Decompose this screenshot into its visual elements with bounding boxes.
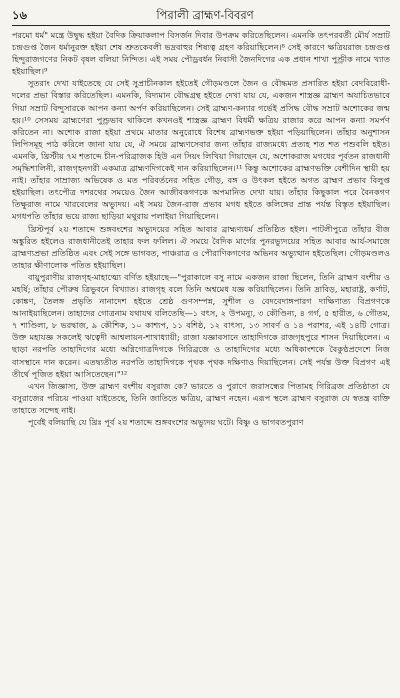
paragraph: পূর্বেই বলিয়াছি যে খ্রিঃ পূর্ব ২য় শতাব্দে শুঙ্গবংশের অভ্যুদয় ঘটে। বিষ্ণু ও ভাগবতপুরাণ [28, 417, 304, 427]
body-text [12, 29, 390, 428]
paragraph: খ্রিস্টপূর্ব ২য় শতাব্দে শুঙ্গবংশের অভ্যুদয়ের সহিত আবার ব্রাহ্মণ্যধর্ম প্রতিষ্ঠিত হইল। পাটলীপুত্রে তাঁহার বীজ অঙ্কুরিত হইলেও রাজধানীতেই তাহার ফল ফলিল। ঐ সময়ে বৈদিক মার্গের পুনরভ্যুদয়ের সহিত আবার আর্য-সমাজে ব্রাহ্মণ্যপ্রভা প্রতিষ্ঠিত এবং সেই সঙ্গে ভাগবত, পাঞ্চরাত্র ও পৌরাণিকগণের অভিনব অভ্যুত্থান হইতেছিল। গৌড়মণ্ডলও তাহার ক্ষীণালোক পতিত হইয়াছিল। [12, 223, 390, 270]
running-title: পিরালী ব্রাহ্মণ-বিবরণ [156, 8, 254, 22]
paragraph: পরমো ধর্ম" মন্ত্রে উদ্বুদ্ধ হইয়া বৈদিক ক্রিয়াকলাপ বিসর্জন দিবার উপক্রম করিতেছিলেন। এমনকি তৎপরবর্তী মৌর্য সম্রাট চন্দ্রগুপ্ত জৈন ধর্মানুরক্ত হইয়া শেষ শ্রুতকেবলী ভদ্রবাহুর শিষ্যত্ব গ্রহণ করিয়াছিলেন।⁸ সেই কারণে ক্ষত্রিয়রাজ চন্দ্রগুপ্ত হিন্দুরাজগণের নিকট বৃষল বলিয়া নিন্দিত। এই সময় পৌড্রবর্ধন নিবাসী জৈনদিগের এক প্রধান শাখা পুণ্ড্রীক নামে খ্যাত হইয়াছিল।⁹ [12, 30, 390, 77]
page-number: ১৬ [12, 8, 27, 22]
paragraph: সুতরাং দেখা যাইতেছে যে সেই সুপ্রাচীনকাল হইতেই গৌড়মণ্ডলে জৈন ও বৌদ্ধমত প্রসারিত হইয়া বেদবিরোধী-দলের প্রভা বিস্তার করিতেছিল। এমনকি, বিদ্যমান বৌদ্ধগ্রন্থ হইতে দেখা যায় যে, একজন শাস্ত্রজ্ঞ ব্রাহ্মণ অযাচিতভাবে গিয়া সম্রাট বিন্দুসারকে আপন কন্যা অর্পণ করিয়াছিলেন। সেই ব্রাহ্মণ-কন্যার গর্ভেই প্রসিদ্ধ বৌদ্ধ সম্রাট অশোকের জন্ম হয়।¹⁰ সেসময় ব্রাহ্মণেরা পুণ্ড্রভাব থাকিলে কখনওই শাস্ত্রজ্ঞ ব্রাহ্মণ বিধর্মী ক্ষত্রিয় রাজার করে আপন কন্যা সমর্পণ করিতেন না। অশোক রাজা হইয়া প্রথমে মাতার অনুরোধে বিশেষ ব্রাহ্মণভক্ত হইয়া পড়িয়াছিলেন। তাঁহার অনুশাসন লিপিসমূহ পাঠ করিলে জানা যায় যে, ঐ সময়ে ব্রাহ্মণসেবার জন্য তাঁহার রাজ্যমধ্যে প্রত্যহ শত শত পশুবলি হইত। এমনকি, খ্রিস্টীয় ৭ম শতাব্দে চীন-পরিব্রাজক হিউ এন সিয়ং লিখিয়া গিয়াছেন যে, অশোকরাজ মগধের পূর্বতন রাজধানী সমৃদ্ধিশালিনী, রাজগৃহনগরী একমাত্র ব্রাহ্মণদিগকেই দান করিয়াছিলেন।¹¹ কিন্তু অশোকের ব্রাহ্মণভক্তি বেশীদিন স্থায়ী হয় নাই। তাঁহার সাম্রাজ্য অভিষেক ও মত পরিবর্তনের সহিত গৌড়, বঙ্গ ও উৎকল হইতে অগত ব্রাহ্মণ প্রভাব বিলুপ্ত হইয়াছিল। তৎপৌত্র দশরথের সময়েও জৈন আজীবকগণকে অপমানিত দেখা যায়। তাঁহার কিছুকাল পরে বৈনকগণ তিক্ষুরাজ নামে খারবেলের অভ্যুদয়। এই সময় জৈন-রাজ প্রভাব মগধ হইতে কলিঙ্গের প্রান্ত পর্যন্ত বিস্তৃত হইয়াছিল। মগধপতি তাঁহার ভয়ে রাজ্য ছাড়িয়া মথুরায় পলাইয়া গিয়াছিলেন। [12, 78, 390, 222]
paragraph: বায়ুপুরাণীয় রাজগৃহ-মাহাত্ম্যে বর্ণিত হইয়াছে—"পুরাকালে বসু নামে একজন রাজা ছিলেন, তিনি ব্রাহ্মণ বংশীয় ও মহর্ষি; তাঁহার পৌরুষ ত্রিভুবনে বিখ্যাত। রাজগৃহ বলে তিনি অশ্বমেধ যজ্ঞ করিয়াছিলেন। তিনি দ্রাবিড়, মহারাষ্ট্র, কর্ণাট, কোঙ্কণ, তৈলঙ্গ প্রভৃতি নানাদেশ হইতে শ্রেষ্ঠ গুণসম্পন্ন, সুশীল ও বেদবেদাঙ্গপারগ দাক্ষিণাত্য বিপ্রগণকে আনাইয়াছিলেন। তাহাদের গোত্রনাম যথাযথ বলিতেছি—১ বৎস, ২ উপমন্যু, ৩ কৌণ্ডিন্য, ৪ গর্গ, ৫ হারীত, ৬ গৌতম, ৭ শাণ্ডিল্য, ৮ ভরদ্বাজ, ৯ কৌশিক, ১০ কাশ্যপ, ১১ বশিষ্ঠ, ১২ বাৎস্য, ১৩ সাবর্ণ ও ১৪ পরাশর, এই ১৪টি গোত্র। উক্ত মহাযজ্ঞ সকলেই ঋত্বেদী আশ্বলায়ন-শাখাধ্যায়ী; রাজা যজ্ঞাবসানে তাহাদিগকে রাজগৃহপুরে শাসন দিয়াছিলেন। এ ছাড়া নরপতি তাহাদিগের মধ্যে অগ্নিগোত্রদিগকে গিরিব্রজে ও তাহাদিগের মধ্যে অধিকাংশকে বৈকুণ্ঠপ্রদেশে নিজ বাসস্থানে দান করেন। এতদ্ব্যতীত নরপতি তাহাদিগকে পৃথক পৃথক দক্ষিণাও দিয়াছিলেন। সেই পর্যন্ত উক্ত বিপ্রগণ এই তীর্থে পূজিত হইয়া আসিতেছেন।"¹² [12, 271, 390, 379]
page-header [12, 6, 390, 24]
paragraph: এখন জিজ্ঞাস্য, উক্ত ব্রাহ্মণ বংশীয় বসুরাজ কে? ভারতে ও পুরাণে জরাসন্ধের পিতামহ গিরিব্রজ প্রতিষ্ঠাতা যে বসুরাজের পরিচয় পাওয়া যাইতেছে, তিনি জাতিতে ক্ষত্রিয়, ব্রাহ্মণ নহেন। এরূপ স্থলে ব্রাহ্মণ বসুরাজ যে স্বতন্ত্র ব্যক্তি তাহাতে সন্দেহ নাই। [12, 380, 390, 415]
header-rule [12, 25, 390, 26]
